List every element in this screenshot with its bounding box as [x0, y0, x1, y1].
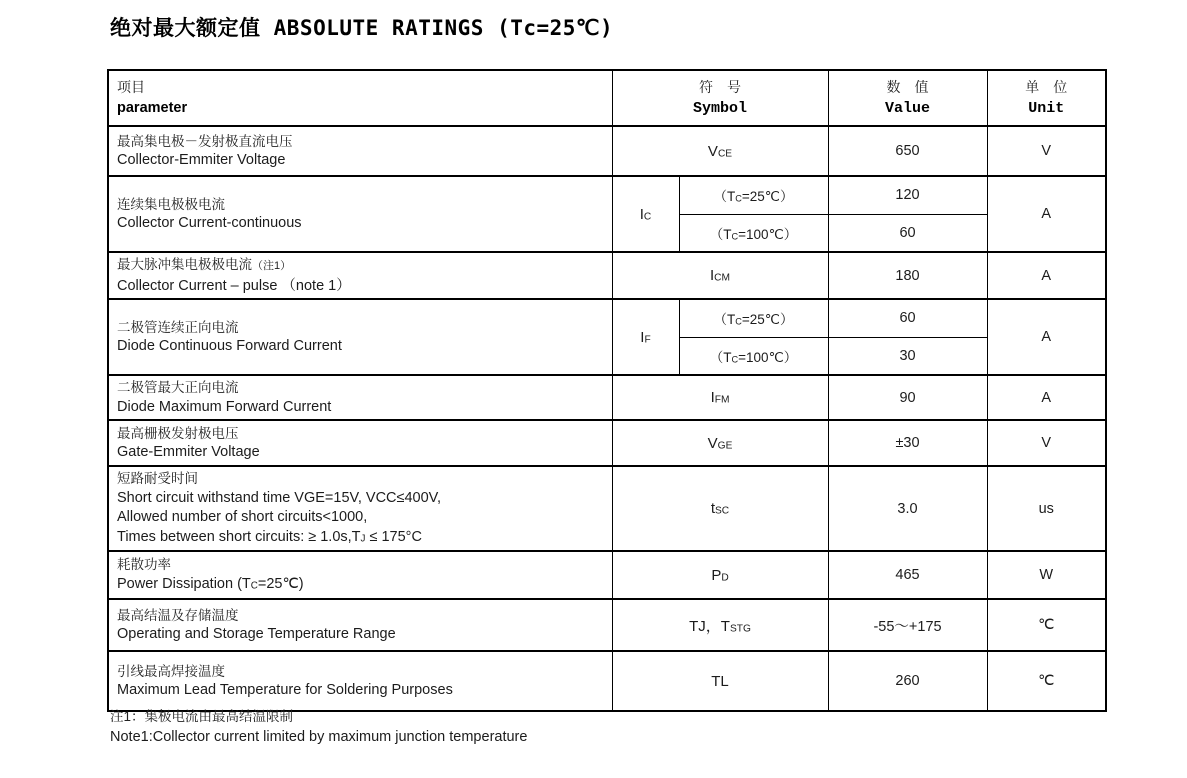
parameter-zh: 二极管连续正向电流	[117, 319, 239, 335]
parameter-en: Gate-Emmiter Voltage	[117, 444, 260, 460]
table-row	[108, 299, 1106, 337]
unit-cell: V	[987, 420, 1106, 466]
parameter-zh: 短路耐受时间	[117, 471, 198, 486]
parameter-en: Times between short circuits: ≥ 1.0s,TJ ≤ 175°C	[117, 528, 422, 545]
parameter-note-ref: （注1）	[252, 260, 292, 272]
parameter-zh: 最高结温及存储温度	[117, 607, 239, 623]
value-cell: 90	[828, 375, 987, 420]
header-value	[828, 70, 987, 126]
table-row	[108, 176, 1106, 214]
symbol-cell: IF	[612, 299, 679, 375]
parameter-en: Short circuit withstand time VGE=15V, VCC≤400V,	[117, 489, 442, 506]
table-body	[108, 126, 1106, 711]
parameter-zh: 引线最高焊接温度	[117, 663, 225, 679]
value-cell: 60	[828, 214, 987, 252]
unit-cell: ℃	[987, 599, 1106, 651]
table-row	[108, 466, 1106, 551]
parameter-zh: 最高集电极－发射极直流电压	[117, 133, 293, 149]
unit-cell: ℃	[987, 651, 1106, 711]
header-parameter-zh: 项目	[117, 79, 145, 95]
footnote-zh: 注1：集极电流由最高结温限制	[110, 709, 294, 724]
symbol-cell: TJ，TSTG	[612, 599, 828, 651]
table-row	[108, 420, 1106, 466]
table-row	[108, 375, 1106, 420]
table-row	[108, 252, 1106, 299]
header-symbol-zh: 符 号	[699, 79, 741, 95]
parameter-en: Power Dissipation (TC=25℃)	[117, 575, 304, 592]
value-cell: 3.0	[828, 466, 987, 551]
page-title: 绝对最大额定值 ABSOLUTE RATINGS (Tc=25℃)	[110, 16, 614, 40]
parameter-zh: 连续集电极极电流	[117, 196, 225, 212]
table-row	[108, 599, 1106, 651]
symbol-cell: TL	[612, 651, 828, 711]
parameter-zh: 耗散功率	[117, 557, 171, 573]
parameter-cell	[108, 651, 612, 711]
parameter-cell	[108, 551, 612, 599]
header-unit	[987, 70, 1106, 126]
value-cell: 120	[828, 176, 987, 214]
condition-cell: （TC=25℃）	[679, 299, 828, 337]
parameter-en: Collector-Emmiter Voltage	[117, 152, 286, 168]
header-symbol-en: Symbol	[693, 100, 748, 117]
unit-cell: A	[987, 252, 1106, 299]
symbol-cell: VCE	[612, 126, 828, 176]
value-cell: 465	[828, 551, 987, 599]
parameter-cell	[108, 375, 612, 420]
header-value-zh: 数 值	[886, 79, 929, 95]
parameter-zh: 二极管最大正向电流	[117, 380, 239, 395]
parameter-cell	[108, 420, 612, 466]
parameter-cell	[108, 466, 612, 551]
unit-cell: A	[987, 299, 1106, 375]
header-parameter	[108, 70, 612, 126]
footnote-en: Note1:Collector current limited by maximum junction temperature	[110, 729, 528, 745]
condition-cell: （TC=100℃）	[679, 214, 828, 252]
unit-cell: A	[987, 176, 1106, 252]
value-cell: 30	[828, 337, 987, 375]
header-symbol	[612, 70, 828, 126]
parameter-cell	[108, 299, 612, 375]
header-parameter-en: parameter	[117, 100, 188, 116]
unit-cell: W	[987, 551, 1106, 599]
parameter-en: Diode Maximum Forward Current	[117, 398, 332, 415]
condition-cell: （TC=25℃）	[679, 176, 828, 214]
parameter-zh: 最高栅极发射极电压	[117, 425, 239, 441]
value-cell: 180	[828, 252, 987, 299]
symbol-cell: IFM	[612, 375, 828, 420]
value-cell: 650	[828, 126, 987, 176]
condition-cell: （TC=100℃）	[679, 337, 828, 375]
parameter-cell	[108, 126, 612, 176]
header-unit-en: Unit	[1028, 100, 1065, 117]
value-cell: 60	[828, 299, 987, 337]
value-cell: 260	[828, 651, 987, 711]
parameter-en: Operating and Storage Temperature Range	[117, 626, 396, 643]
unit-cell: V	[987, 126, 1106, 176]
absolute-ratings-table	[107, 69, 1107, 712]
symbol-cell: tSC	[612, 466, 828, 551]
parameter-cell	[108, 252, 612, 299]
value-cell: -55～+175	[828, 599, 987, 651]
parameter-en: Allowed number of short circuits<1000,	[117, 509, 368, 525]
table-header-row	[108, 70, 1106, 126]
parameter-cell	[108, 599, 612, 651]
symbol-cell: IC	[612, 176, 679, 252]
parameter-en: Collector Current – pulse （note 1）	[117, 277, 351, 294]
symbol-cell: PD	[612, 551, 828, 599]
header-value-en: Value	[885, 100, 931, 117]
table-row	[108, 126, 1106, 176]
parameter-en: Diode Continuous Forward Current	[117, 338, 342, 354]
parameter-cell	[108, 176, 612, 252]
parameter-en: Maximum Lead Temperature for Soldering Purposes	[117, 682, 453, 699]
symbol-cell: ICM	[612, 252, 828, 299]
header-unit-zh: 单 位	[1025, 79, 1068, 95]
table-row	[108, 651, 1106, 711]
parameter-en: Collector Current-continuous	[117, 215, 302, 231]
symbol-cell: VGE	[612, 420, 828, 466]
value-cell: ±30	[828, 420, 987, 466]
footnotes	[110, 706, 527, 748]
unit-cell: A	[987, 375, 1106, 420]
unit-cell: us	[987, 466, 1106, 551]
table-row	[108, 551, 1106, 599]
parameter-zh: 最大脉冲集电极极电流（注1）	[117, 257, 292, 272]
